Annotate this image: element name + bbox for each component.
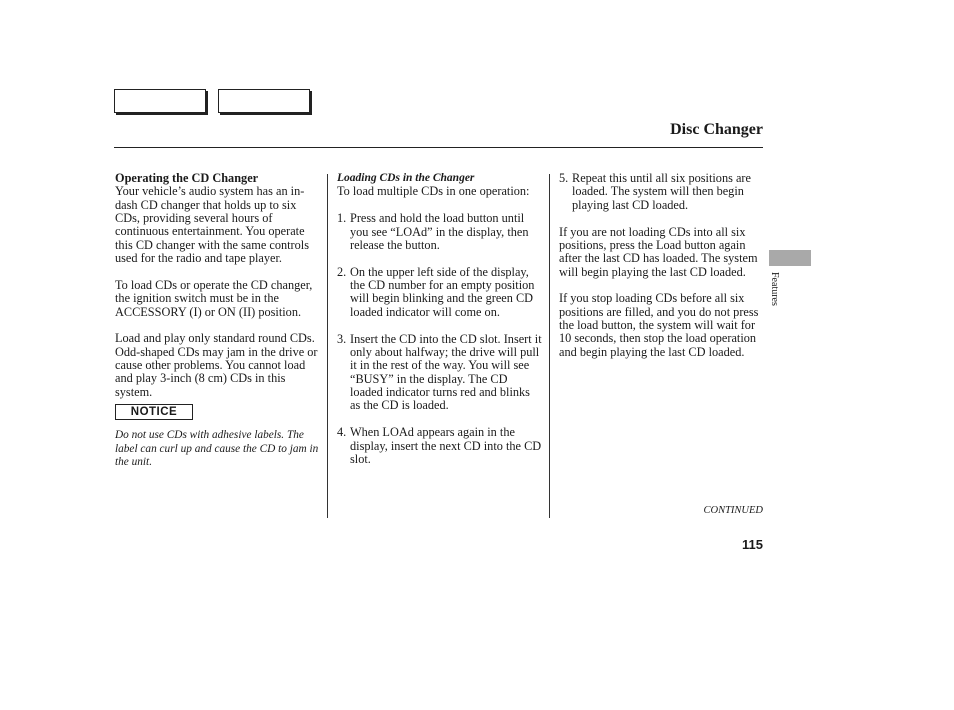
- column-divider: [327, 174, 328, 518]
- step-text: Insert the CD into the CD slot. Insert it only about halfway; the drive will pull it in the rest of the way. You will see “BUSY” in the display. The CD loaded indicator turns red and blinks as the CD is loaded.: [350, 331, 542, 413]
- section-tab-marker: [769, 250, 811, 266]
- step-number: 2.: [337, 264, 347, 279]
- step-number: 1.: [337, 211, 347, 226]
- column-operating: [115, 172, 320, 470]
- notice-text: Do not use CDs with adhesive labels. The label can curl up and cause the CD to jam in the unit.: [115, 429, 319, 469]
- paragraph: If you stop loading CDs before all six positions are filled, and you do not press the load button, the system will wait for 10 seconds, then stop the load operation and begin playing the last CD loaded.: [559, 291, 759, 359]
- nav-button-next[interactable]: [218, 89, 310, 113]
- header-divider: [114, 147, 763, 148]
- step-number: 3.: [337, 331, 347, 346]
- step-text: Repeat this until all six positions are loaded. The system will then begin playing last CD loaded.: [572, 171, 751, 212]
- list-item: [337, 426, 543, 466]
- paragraph: If you are not loading CDs into all six positions, press the Load button again after the last CD has loaded. The system will begin playing the last CD loaded.: [559, 224, 758, 279]
- list-item: [337, 212, 543, 252]
- step-text: When LOAd appears again in the display, insert the next CD into the CD slot.: [350, 425, 542, 466]
- section-subheading: Loading CDs in the Changer: [337, 172, 475, 184]
- page-title: Disc Changer: [670, 121, 763, 138]
- paragraph: To load CDs or operate the CD changer, the ignition switch must be in the ACCESSORY (I) or ON (II) position.: [115, 277, 313, 319]
- step-number: 4.: [337, 425, 347, 440]
- paragraph: Your vehicle’s audio system has an in-dash CD changer that holds up to six CDs, providing several hours of continuous entertainment. You operate this CD changer with the same controls used for the radio and tape player.: [115, 184, 309, 266]
- column-divider: [549, 174, 550, 518]
- notice-badge: NOTICE: [115, 404, 193, 420]
- section-side-label: [764, 268, 784, 318]
- step-number: 5.: [559, 171, 569, 185]
- page-number: 115: [742, 537, 763, 552]
- continued-label: CONTINUED: [703, 505, 763, 516]
- list-item: [559, 172, 764, 212]
- section-heading: Operating the CD Changer: [115, 171, 259, 185]
- step-text: Press and hold the load button until you see “LOAd” in the display, then release the button.: [350, 211, 529, 252]
- intro-text: To load multiple CDs in one operation:: [337, 184, 530, 199]
- list-item: [337, 333, 543, 413]
- column-loading: [337, 172, 543, 480]
- step-text: On the upper left side of the display, the CD number for an empty position will begin blinking and the green CD loaded indicator will come on.: [350, 264, 535, 319]
- paragraph: Load and play only standard round CDs. Odd-shaped CDs may jam in the drive or cause other problems. You cannot load and play 3-inch (8 cm) CDs in this system.: [115, 331, 318, 399]
- section-label-text: Features: [769, 272, 780, 306]
- nav-button-previous[interactable]: [114, 89, 206, 113]
- column-continued: [559, 172, 764, 373]
- list-item: [337, 266, 543, 319]
